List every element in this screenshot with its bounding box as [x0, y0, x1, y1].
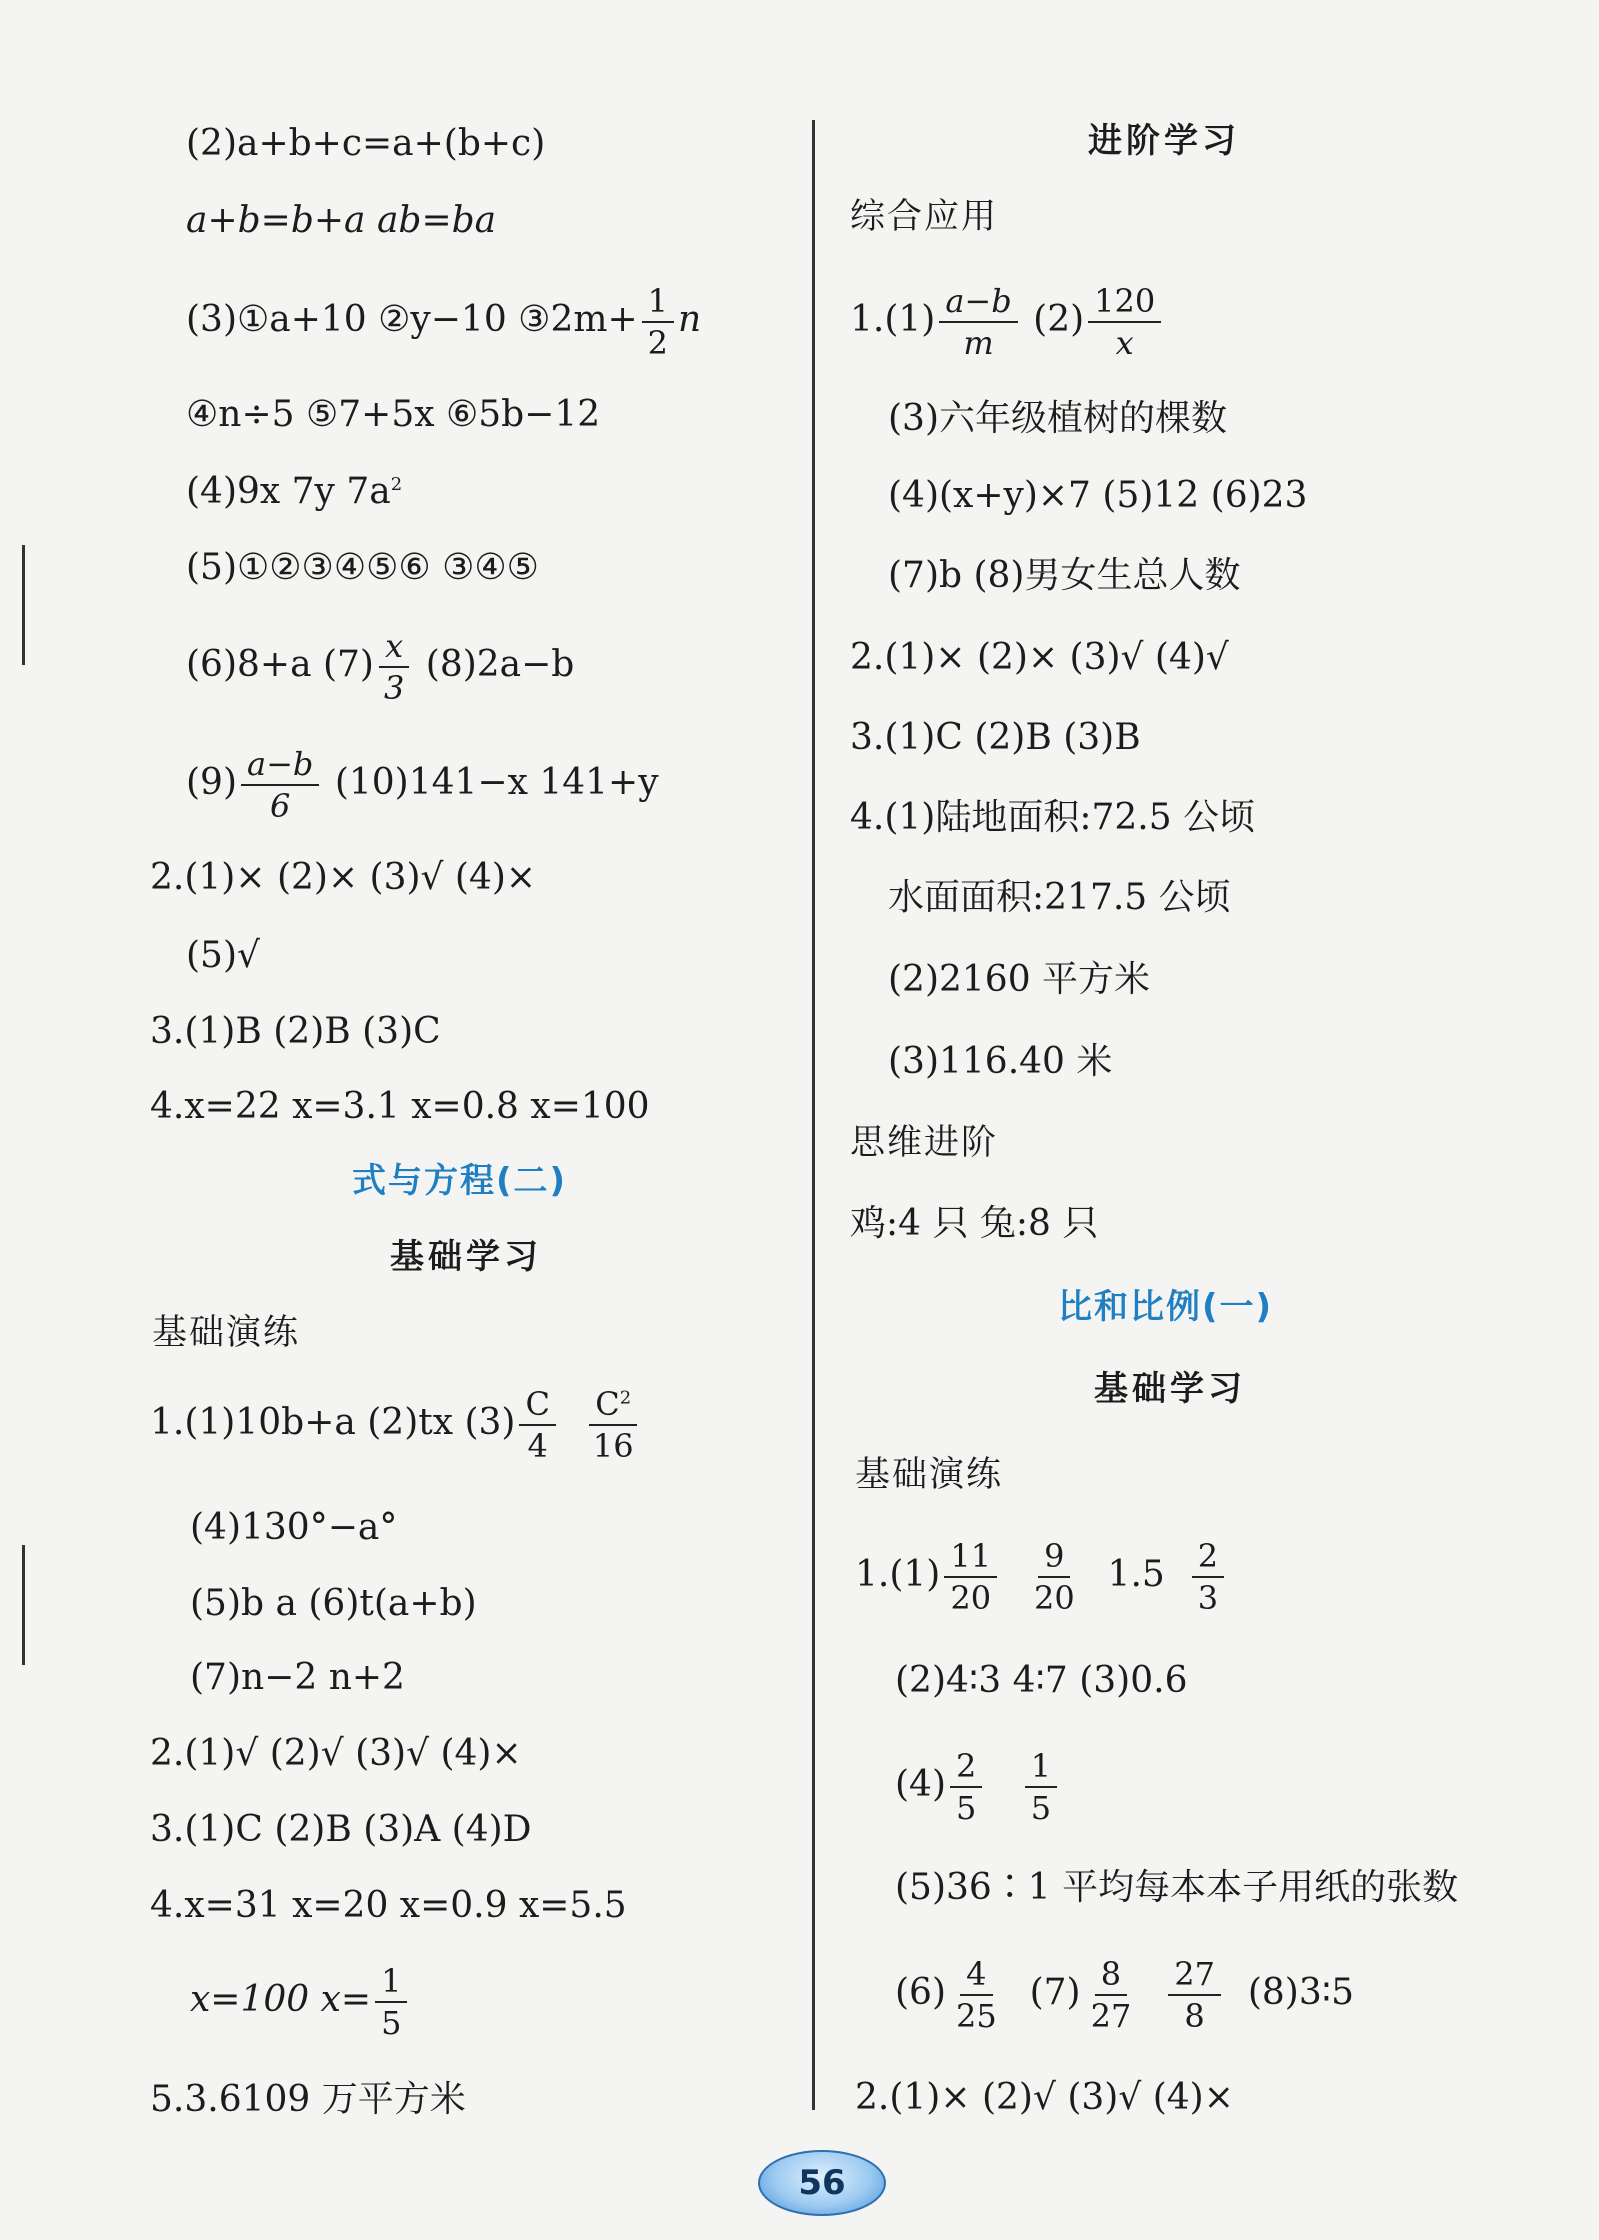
answer-text: (10)141−x 141+y	[323, 762, 659, 803]
answer-text: x=100 x=	[190, 1979, 372, 2020]
fraction: $\frac{a-b}{6}$	[241, 748, 319, 822]
answer-text: (7)	[1006, 1972, 1081, 2013]
answer-text: (2)	[1021, 299, 1085, 340]
fraction: $\frac{1}{5}$	[375, 1965, 407, 2039]
fraction: $\frac{1}{2}$	[642, 285, 674, 359]
answer-line: 3.(1)B (2)B (3)C	[150, 1011, 441, 1052]
answer-line: (7)b (8)男女生总人数	[888, 555, 1241, 596]
section-title: 进阶学习	[1088, 121, 1240, 161]
sub-sub-title: 基础演练	[152, 1313, 301, 1353]
answer-line: 2.(1)× (2)√ (3)√ (4)×	[855, 2077, 1234, 2118]
answer-line	[186, 282, 702, 362]
section-title: 比和比例(一)	[1058, 1287, 1274, 1327]
answer-text: (4)	[895, 1764, 946, 1805]
answer-line: (7)n−2 n+2	[190, 1657, 405, 1698]
answer-line: (3)六年级植树的棵数	[888, 398, 1227, 439]
fraction: $\frac{120}{x}$	[1088, 285, 1161, 359]
sub-title: 综合应用	[850, 197, 999, 237]
fraction: $\frac{2}{3}$	[1192, 1540, 1224, 1614]
answer-line: 鸡:4 只 兔:8 只	[850, 1203, 1099, 1244]
answer-text: 1.(1)	[850, 299, 936, 340]
sub-sub-title: 基础演练	[855, 1455, 1004, 1495]
answer-line: 3.(1)C (2)B (3)B	[850, 717, 1141, 758]
answer-line	[186, 627, 575, 707]
fraction: $\frac{C}{4}$	[519, 1388, 555, 1462]
answer-line: a+b=b+a ab=ba	[186, 200, 497, 241]
margin-mark	[22, 1545, 25, 1665]
answer-text: 1.(1)	[855, 1554, 941, 1595]
answer-line: (2)4∶3 4∶7 (3)0.6	[895, 1660, 1188, 1701]
answer-text: 1.(1)10b+a (2)tx (3)	[150, 1402, 516, 1443]
answer-line: (4)130°−a°	[190, 1507, 398, 1548]
answer-line: ④n÷5 ⑤7+5x ⑥5b−12	[186, 394, 601, 435]
answer-line: (2)a+b+c=a+(b+c)	[186, 123, 546, 164]
fraction: $\frac{27}{8}$	[1168, 1958, 1221, 2032]
answer-line	[186, 745, 659, 825]
answer-line: (5)①②③④⑤⑥ ③④⑤	[186, 547, 539, 588]
superscript: 2	[390, 474, 403, 495]
margin-mark	[22, 545, 25, 665]
fraction: $\frac{C^2}{16}$	[587, 1388, 640, 1462]
answer-line	[150, 1385, 644, 1465]
fraction: $\frac{8}{27}$	[1090, 1955, 1132, 2035]
fraction: $\frac{2}{5}$	[950, 1750, 982, 1824]
answer-text: (4)9x 7y 7a	[186, 471, 391, 512]
sub-title: 基础学习	[1094, 1369, 1246, 1409]
answer-line: 水面面积:217.5 公顷	[888, 877, 1231, 918]
fraction: $\frac{a-b}{m}$	[939, 285, 1017, 359]
answer-text: (6)8+a (7)	[186, 644, 374, 685]
page-number: 56	[758, 2150, 886, 2216]
answer-text: (8)2a−b	[414, 644, 575, 685]
answer-line	[850, 282, 1165, 362]
answer-line	[190, 1962, 411, 2042]
answer-line: (4)(x+y)×7 (5)12 (6)23	[888, 475, 1308, 516]
fraction: $\frac{9}{20}$	[1033, 1537, 1075, 1617]
answer-line	[855, 1537, 1228, 1617]
answer-line	[895, 1747, 1061, 1827]
section-title: 式与方程(二)	[352, 1161, 568, 1201]
answer-line: 5.3.6109 万平方米	[150, 2079, 466, 2120]
answer-line: 4.(1)陆地面积:72.5 公顷	[850, 797, 1256, 838]
answer-text: (3)①a+10 ②y−10 ③2m+	[186, 299, 638, 340]
fraction: $\frac{1}{5}$	[1025, 1750, 1057, 1824]
answer-text: (9)	[186, 762, 237, 803]
answer-line: (5)b a (6)t(a+b)	[190, 1583, 477, 1624]
fraction: $\frac{4}{25}$	[956, 1955, 997, 2035]
answer-text: 1.5	[1084, 1554, 1188, 1595]
answer-line	[186, 471, 403, 512]
answer-text: n	[678, 299, 702, 340]
answer-line: 4.x=22 x=3.1 x=0.8 x=100	[150, 1086, 650, 1127]
answer-line: 4.x=31 x=20 x=0.9 x=5.5	[150, 1885, 627, 1926]
column-divider	[812, 120, 815, 2110]
answer-line: 2.(1)× (2)× (3)√ (4)×	[150, 857, 537, 898]
answer-line: 3.(1)C (2)B (3)A (4)D	[150, 1809, 532, 1850]
answer-line: 2.(1)× (2)× (3)√ (4)√	[850, 637, 1229, 678]
answer-line: 2.(1)√ (2)√ (3)√ (4)×	[150, 1733, 522, 1774]
answer-line	[895, 1955, 1354, 2035]
answer-text: (8)3∶5	[1224, 1972, 1354, 2013]
answer-text: (6)	[895, 1972, 946, 2013]
answer-line: (3)116.40 米	[888, 1041, 1113, 1082]
sub-title: 基础学习	[390, 1237, 542, 1277]
fraction: $\frac{11}{20}$	[944, 1540, 997, 1614]
answer-line: (2)2160 平方米	[888, 959, 1151, 1000]
answer-line: (5)36∶1 平均每本本子用纸的张数	[895, 1867, 1459, 1908]
answer-line: (5)√	[186, 935, 260, 976]
sub-title: 思维进阶	[850, 1123, 999, 1163]
fraction: $\frac{x}{3}$	[378, 630, 410, 704]
